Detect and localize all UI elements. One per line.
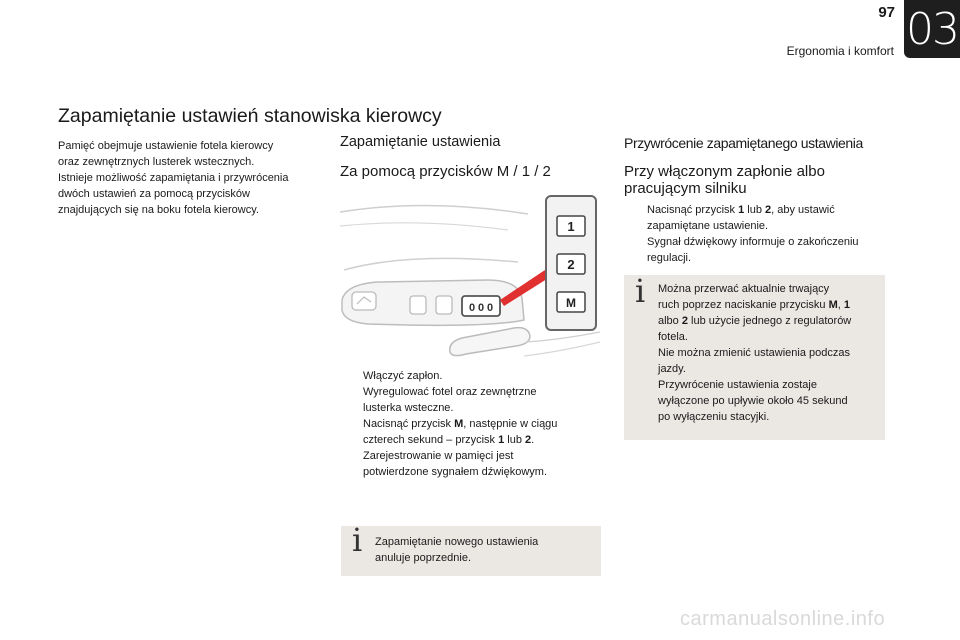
chapter-title: Ergonomia i komfort (786, 44, 894, 58)
info-icon: i (635, 272, 646, 310)
seat-memory-buttons-illustration (338, 192, 602, 370)
chapter-number-badge: 03 (904, 0, 960, 58)
panel-button-label: 0 (487, 302, 494, 314)
list-item: Nacisnąć przycisk 1 lub 2, aby ustawić zapamiętane ustawienie. Sygnał dźwiękowy informuje o zakończeniu regulacji. (647, 204, 859, 264)
restore-heading: Przywrócenie zapamiętanego ustawienia (624, 135, 863, 151)
svg-text:1: 1 (567, 219, 575, 234)
intro-line: oraz zewnętrznych lusterek wstecznych. (58, 156, 255, 168)
memorize-info-note: i Zapamiętanie nowego ustawienia anuluje poprzednie. (341, 526, 601, 576)
panel-button-label: 0 (478, 302, 485, 314)
intro-line: Istnieje możliwość zapamiętania i przywrócenia (58, 172, 289, 184)
panel-switch (352, 292, 376, 310)
intro-line: znajdujących się na boku fotela kierowcy. (58, 204, 259, 216)
restore-info-note: i Można przerwać aktualnie trwający ruch poprzez naciskanie przycisku M, 1 albo 2 lub użycie jednego z regulatorów fotela. Nie można zmienić ustawienia podczas jazdy. Przywrócenie ustawienia zostaje wyłączone po upływie około 45 sekund po wyłączeniu stacyjki. (624, 275, 885, 440)
memorize-steps-list (340, 368, 600, 480)
seat-contour-line (344, 258, 518, 270)
intro-paragraph (58, 138, 333, 218)
intro-line: Pamięć obejmuje ustawienie fotela kierowcy (58, 140, 274, 152)
restore-subheading: Przy włączonym zapłonie albo pracującym silniku (624, 163, 825, 197)
list-item: Wyregulować fotel oraz zewnętrzne lusterka wsteczne. (363, 386, 537, 414)
page-number: 97 (878, 4, 895, 21)
svg-text:2: 2 (567, 257, 575, 272)
restore-steps-list (624, 202, 894, 266)
page-title: Zapamiętanie ustawień stanowiska kierowcy (58, 105, 442, 127)
info-icon: i (352, 521, 363, 559)
seat-contour-line (340, 205, 528, 214)
panel-switch (436, 296, 452, 314)
intro-line: dwóch ustawień za pomocą przycisków (58, 188, 250, 200)
list-item: Nacisnąć przycisk M, następnie w ciągu czterech sekund – przycisk 1 lub 2. Zarejestrowanie w pamięci jest potwierdzone sygnałem dźwiękowym. (363, 418, 558, 478)
seat-lever (450, 328, 530, 356)
panel-button-label: 0 (469, 302, 476, 314)
memorize-subheading: Za pomocą przycisków M / 1 / 2 (340, 163, 551, 180)
seat-contour-line (340, 223, 508, 230)
memorize-heading: Zapamiętanie ustawienia (340, 134, 501, 150)
list-item: Włączyć zapłon. (363, 370, 443, 382)
watermark: carmanualsonline.info (680, 608, 886, 630)
svg-text:M: M (566, 296, 576, 310)
panel-switch (410, 296, 426, 314)
